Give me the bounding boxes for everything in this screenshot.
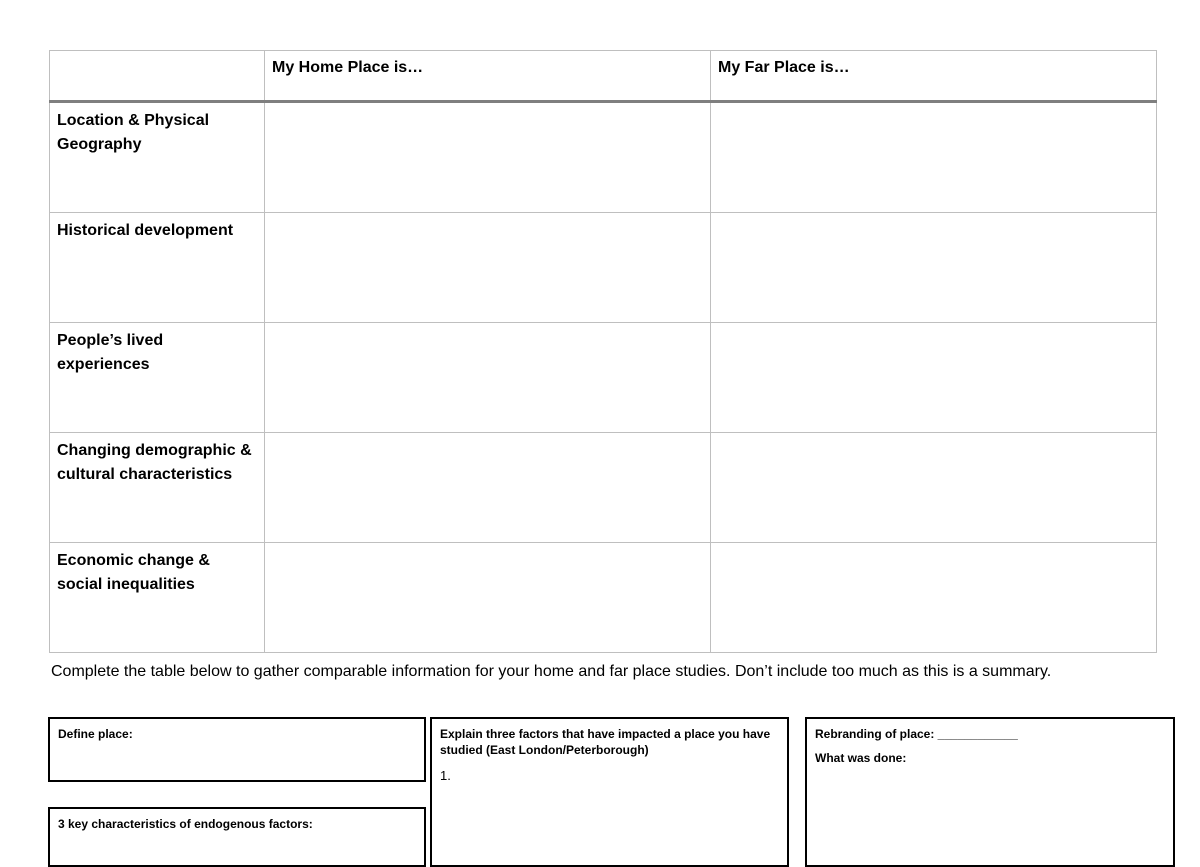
rebranding-label: Rebranding of place: ____________ — [815, 727, 1018, 741]
rebranding-box[interactable] — [805, 717, 1175, 867]
row-label-location: Location & Physical Geography — [50, 102, 265, 213]
home-cell-economic[interactable] — [265, 543, 711, 653]
row-label-history: Historical development — [50, 213, 265, 323]
table-row — [50, 543, 1157, 653]
row-label-demographic: Changing demographic & cultural characteristics — [50, 433, 265, 543]
factor-number-1: 1. — [440, 768, 451, 783]
three-factors-box[interactable] — [430, 717, 789, 867]
endogenous-factors-box[interactable] — [48, 807, 426, 867]
define-place-box[interactable] — [48, 717, 426, 782]
table-header-row — [50, 51, 1157, 102]
three-factors-label: Explain three factors that have impacted a place you have studied (East London/Peterborough) — [440, 727, 771, 757]
header-empty-cell — [50, 51, 265, 102]
home-cell-demographic[interactable] — [265, 433, 711, 543]
home-cell-location[interactable] — [265, 102, 711, 213]
endogenous-factors-label: 3 key characteristics of endogenous factors: — [58, 817, 313, 831]
home-cell-history[interactable] — [265, 213, 711, 323]
what-was-done-label: What was done: — [815, 751, 907, 765]
far-cell-economic[interactable] — [711, 543, 1157, 653]
table-row — [50, 213, 1157, 323]
instructions-text: Complete the table below to gather comparable information for your home and far place studies. Don’t include too much as this is a summary. — [51, 663, 1052, 680]
comparison-table — [49, 50, 1157, 653]
home-cell-experiences[interactable] — [265, 323, 711, 433]
table-row — [50, 433, 1157, 543]
far-cell-demographic[interactable] — [711, 433, 1157, 543]
header-far-place: My Far Place is… — [711, 51, 1157, 102]
far-cell-location[interactable] — [711, 102, 1157, 213]
row-label-economic: Economic change & social inequalities — [50, 543, 265, 653]
far-cell-history[interactable] — [711, 213, 1157, 323]
row-label-experiences: People’s lived experiences — [50, 323, 265, 433]
define-place-label: Define place: — [58, 727, 133, 741]
header-home-place: My Home Place is… — [265, 51, 711, 102]
far-cell-experiences[interactable] — [711, 323, 1157, 433]
table-row — [50, 102, 1157, 213]
table-row — [50, 323, 1157, 433]
